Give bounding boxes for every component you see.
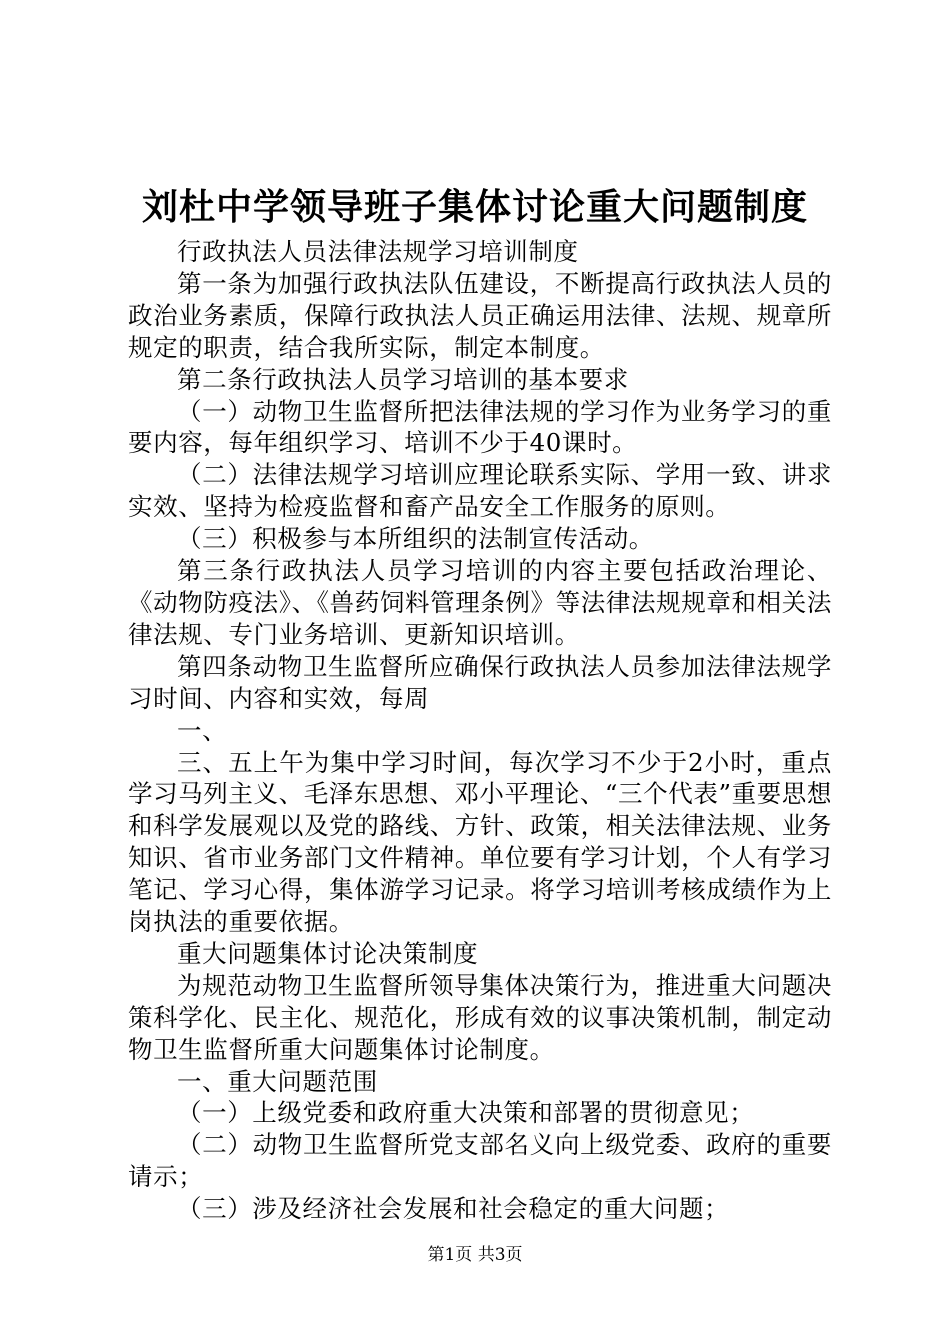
- paragraph: 重大问题集体讨论决策制度: [177, 938, 479, 968]
- paragraph: （二）动物卫生监督所党支部名义向上级党委、政府的重要请示；: [128, 1130, 832, 1192]
- paragraph: 三、五上午为集中学习时间，每次学习不少于2小时，重点学习马列主义、毛泽东思想、邓小平理论、“三个代表”重要思想和科学发展观以及党的路线、方针、政策，相关法律法规、业务知识、省市业务部门文件精神。单位要有学习计划，个人有学习笔记、学习心得，集体游学习记录。将学习培训考核成绩作为上岗执法的重要依据。: [128, 747, 832, 937]
- paragraph: 为规范动物卫生监督所领导集体决策行为，推进重大问题决策科学化、民主化、规范化，形成有效的议事决策机制，制定动物卫生监督所重大问题集体讨论制度。: [128, 970, 832, 1064]
- paragraph: （三）积极参与本所组织的法制宣传活动。: [177, 524, 654, 554]
- document-body: [128, 236, 832, 1225]
- paragraph: 第一条为加强行政执法队伍建设，不断提高行政执法人员的政治业务素质，保障行政执法人员正确运用法律、法规、规章所规定的职责，结合我所实际，制定本制度。: [128, 268, 832, 362]
- paragraph: 第二条行政执法人员学习培训的基本要求: [177, 364, 629, 394]
- paragraph: 第三条行政执法人员学习培训的内容主要包括政治理论、《动物防疫法》、《兽药饲料管理条例》等法律法规规章和相关法律法规、专门业务培训、更新知识培训。: [128, 556, 832, 649]
- document-title: 刘杜中学领导班子集体讨论重大问题制度: [141, 186, 808, 228]
- paragraph: （二）法律法规学习培训应理论联系实际、学用一致、讲求实效、坚持为检疫监督和畜产品安全工作服务的原则。: [128, 460, 832, 522]
- paragraph: 一、重大问题范围: [177, 1066, 378, 1096]
- paragraph: 一、: [177, 715, 228, 745]
- page-footer: 第1页 共3页: [427, 1245, 523, 1265]
- paragraph: （一）动物卫生监督所把法律法规的学习作为业务学习的重要内容，每年组织学习、培训不少于40课时。: [128, 396, 832, 458]
- paragraph: （一）上级党委和政府重大决策和部署的贯彻意见；: [177, 1098, 755, 1128]
- paragraph: （三）涉及经济社会发展和社会稳定的重大问题；: [177, 1194, 730, 1224]
- paragraph: 行政执法人员法律法规学习培训制度: [177, 237, 579, 266]
- paragraph: 第四条动物卫生监督所应确保行政执法人员参加法律法规学习时间、内容和实效，每周: [128, 651, 832, 713]
